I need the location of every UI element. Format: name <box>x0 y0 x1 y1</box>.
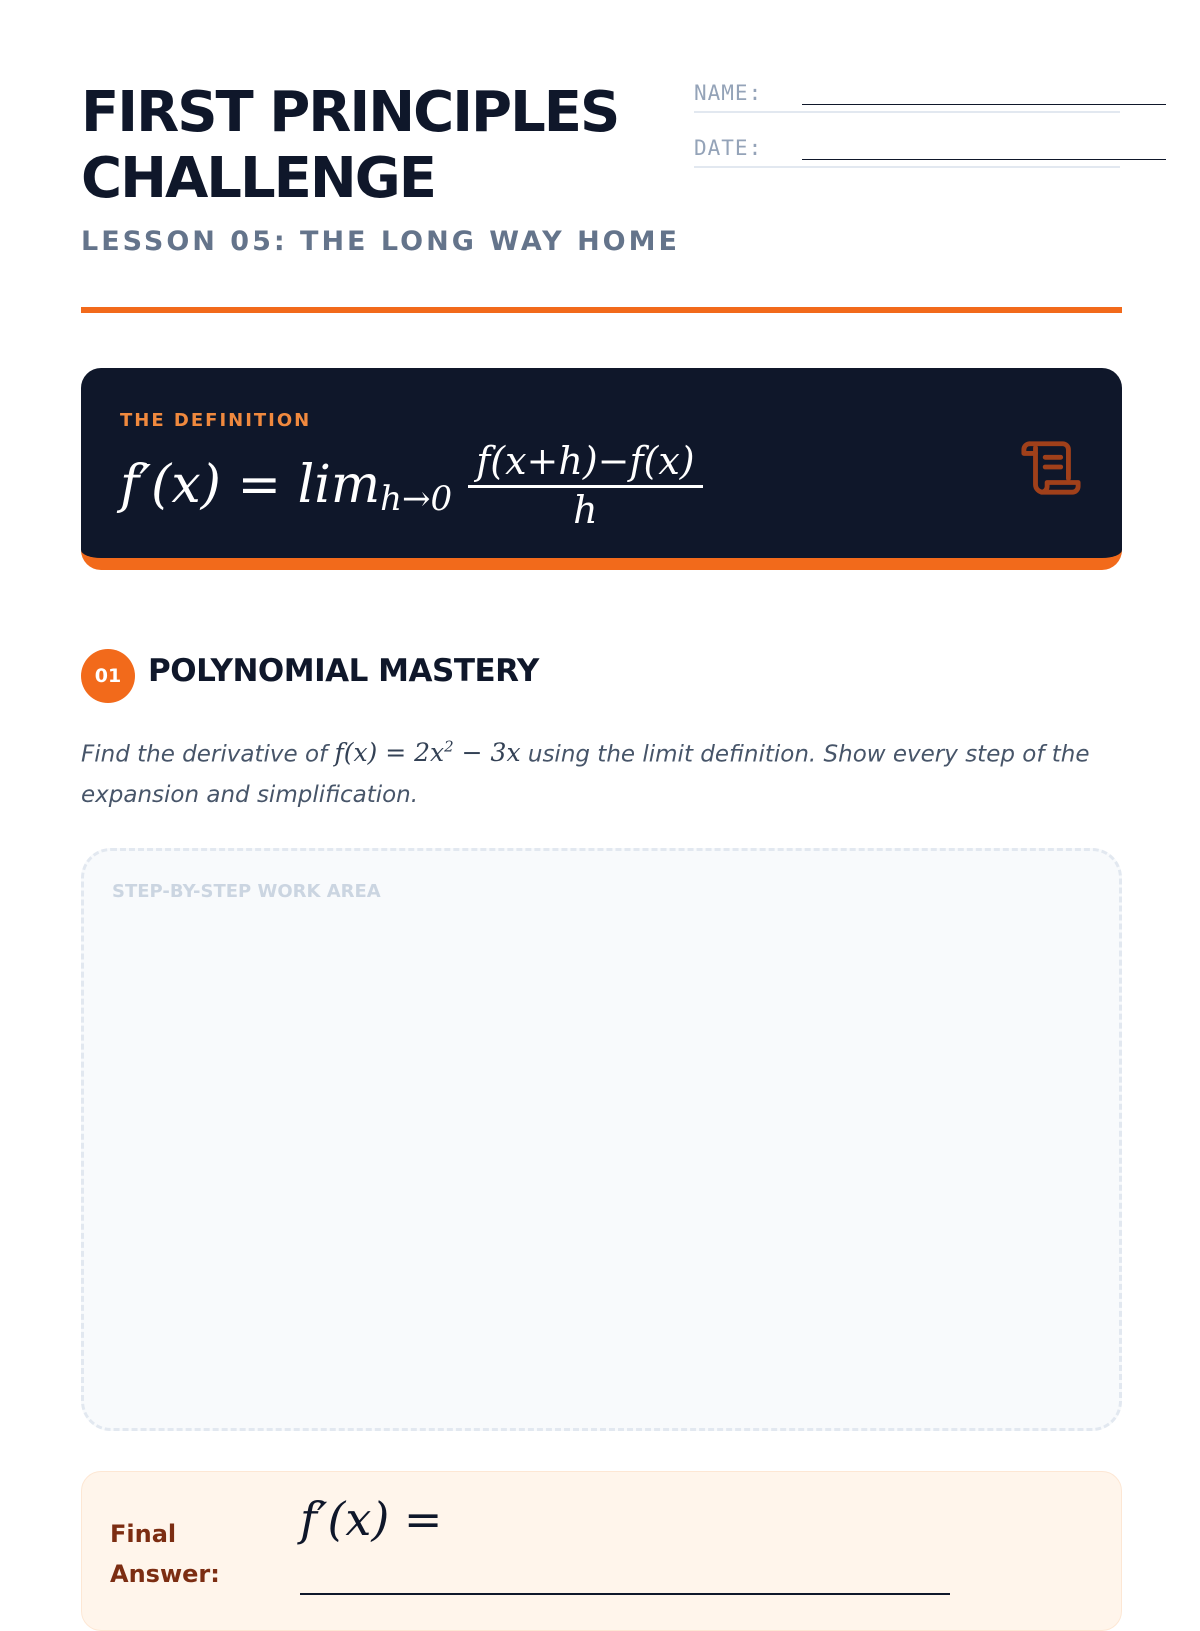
formula-lhs: f′(x) = lim <box>120 455 381 515</box>
prompt-math-main: f(x) = 2x <box>334 738 445 768</box>
definition-label: THE DEFINITION <box>120 410 312 431</box>
work-area-label: STEP-BY-STEP WORK AREA <box>112 881 381 902</box>
final-answer-expression: f′(x) = <box>300 1492 443 1546</box>
date-write-line[interactable] <box>802 159 1166 160</box>
formula-limit-subscript: h→0 <box>380 479 453 519</box>
prompt-exponent: 2 <box>444 738 454 756</box>
name-write-line[interactable] <box>802 104 1166 105</box>
formula-denominator: h <box>573 487 598 532</box>
header-divider <box>81 307 1122 313</box>
work-area[interactable] <box>81 848 1122 1431</box>
formula-numerator: f(x+h)−f(x) <box>468 439 702 488</box>
date-label: DATE: <box>694 136 763 160</box>
problem-number-badge: 01 <box>81 649 135 703</box>
date-field[interactable] <box>694 136 1120 168</box>
scroll-icon <box>1020 436 1082 498</box>
prompt-text-before: Find the derivative of <box>81 741 335 768</box>
name-label: NAME: <box>694 81 763 105</box>
prompt-text-after: using the limit definition. Show every step of the expansion and simplification. <box>81 741 1090 809</box>
lesson-subtitle: LESSON 05: THE LONG WAY HOME <box>81 226 680 257</box>
title-line-2: CHALLENGE <box>81 146 436 211</box>
final-answer-label: Final Answer: <box>110 1520 220 1588</box>
definition-formula <box>120 440 703 530</box>
prompt-math-tail: − 3x <box>453 738 521 768</box>
final-answer-write-line[interactable] <box>300 1593 950 1595</box>
title-line-1: FIRST PRINCIPLES <box>81 80 619 145</box>
definition-card <box>81 368 1122 570</box>
name-field[interactable] <box>694 81 1120 113</box>
problem-prompt <box>81 727 1121 816</box>
problem-title: POLYNOMIAL MASTERY <box>148 653 539 689</box>
final-answer-box[interactable] <box>81 1471 1122 1631</box>
formula-fraction <box>468 439 702 532</box>
prompt-function <box>334 738 520 767</box>
page-title <box>81 80 681 212</box>
